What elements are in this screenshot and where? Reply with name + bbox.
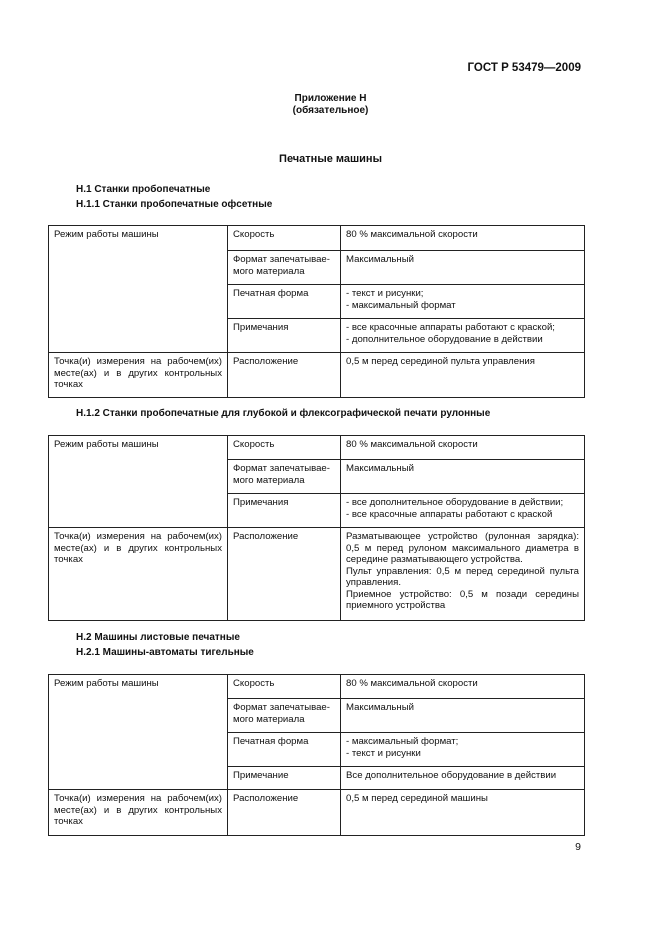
location-label: Расположение [228,528,341,621]
format-label: Формат запечатывае-мого материала [228,251,341,285]
section-h2: Н.2 Машины листовые печатные [76,632,240,643]
location-value [341,528,585,621]
speed-label: Скорость [228,226,341,251]
format-value: Максимальный [341,251,585,285]
notes-value-line: - все дополнительное оборудование в действии; [346,497,564,508]
format-label: Формат запечатывае-мого материала [228,699,341,733]
location-value: 0,5 м перед серединой машины [341,790,585,836]
measurement-points-label: Точка(и) измерения на рабочем(их) месте(ах) и в других контрольных точках [49,790,228,836]
section-h21: Н.2.1 Машины-автоматы тигельные [76,647,254,658]
location-value-line: Пульт управления: 0,5 м перед серединой пульта управления. [346,565,579,588]
notes-value-line: - все красочные аппараты работают с краской; [346,322,555,333]
format-label: Формат запечатывае-мого материала [228,460,341,494]
notes-value [341,494,585,528]
table-platen-press [48,674,585,836]
plate-value-line: - максимальный формат [346,299,456,311]
location-label: Расположение [228,353,341,398]
table-gravure-flexo-proof-press [48,435,585,621]
notes-value-line: - все красочные аппараты работают с краской [346,508,553,520]
notes-label: Примечания [228,494,341,528]
plate-value-line: - текст и рисунки; [346,288,424,299]
speed-value: 80 % максимальной скорости [341,675,585,699]
note-label: Примечание [228,767,341,790]
measurement-points-label: Точка(и) измерения на рабочем(их) месте(ах) и в других контрольных точках [49,353,228,398]
plate-value-line: - максимальный формат; [346,736,459,747]
mode-label: Режим работы машины [49,675,228,790]
speed-value: 80 % максимальной скорости [341,436,585,460]
mode-label: Режим работы машины [49,226,228,353]
page-number: 9 [575,841,581,853]
plate-value [341,733,585,767]
location-value-line: Приемное устройство: 0,5 м позади середины приемного устройства [346,588,579,611]
speed-label: Скорость [228,436,341,460]
section-h1: Н.1 Станки пробопечатные [76,184,211,195]
table-offset-proof-press [48,225,585,398]
plate-value-line: - текст и рисунки [346,747,421,759]
appendix-title: Приложение Н [294,93,367,104]
note-value: Все дополнительное оборудование в действии [341,767,585,790]
mode-label: Режим работы машины [49,436,228,528]
speed-label: Скорость [228,675,341,699]
section-h12: Н.1.2 Станки пробопечатные для глубокой и флексографической печати рулонные [76,408,491,419]
speed-value: 80 % максимальной скорости [341,226,585,251]
appendix-note: (обязательное) [292,105,369,116]
format-value: Максимальный [341,699,585,733]
notes-value-line: - дополнительное оборудование в действии [346,333,543,345]
notes-value [341,319,585,353]
format-value: Максимальный [341,460,585,494]
location-label: Расположение [228,790,341,836]
standard-header: ГОСТ Р 53479—2009 [467,62,581,74]
page-title: Печатные машины [279,153,382,165]
section-h11: Н.1.1 Станки пробопечатные офсетные [76,199,273,210]
measurement-points-label: Точка(и) измерения на рабочем(их) месте(ах) и в других контрольных точках [49,528,228,621]
notes-label: Примечания [228,319,341,353]
plate-label: Печатная форма [228,285,341,319]
location-value-line: Разматывающее устройство (рулонная зарядка): 0,5 м перед рулоном максимального диаметра в середине разматывающего устройства. [346,531,579,565]
location-value: 0,5 м перед серединой пульта управления [341,353,585,398]
plate-value [341,285,585,319]
plate-label: Печатная форма [228,733,341,767]
